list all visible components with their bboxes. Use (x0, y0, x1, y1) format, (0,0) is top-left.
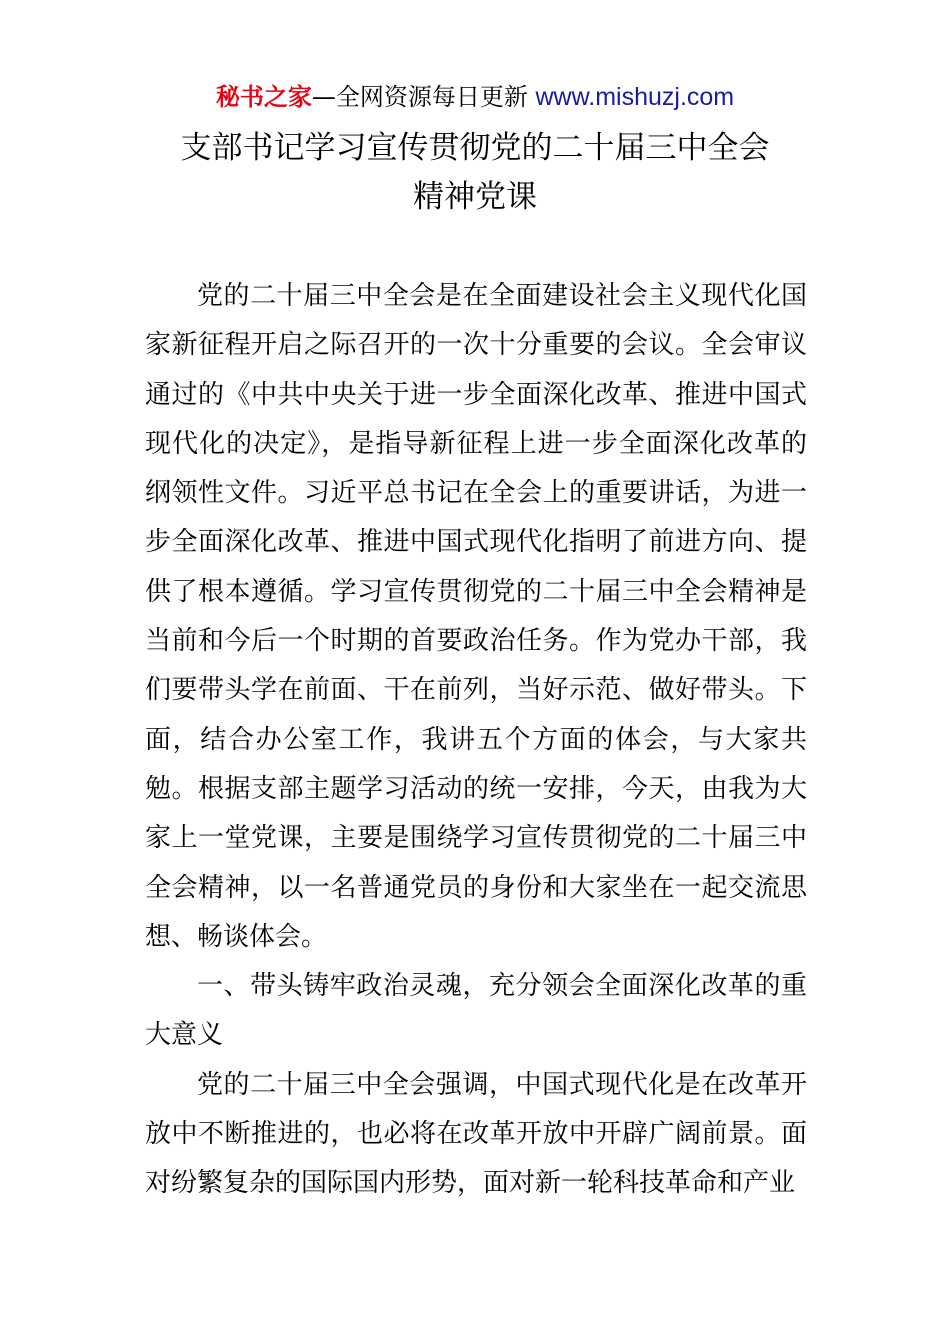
document-body (145, 272, 807, 1209)
header-tagline: —全网资源每日更新 (311, 83, 536, 111)
brand-name: 秘书之家 (215, 83, 312, 111)
document-title-line-2: 精神党课 (413, 179, 537, 215)
intro-paragraph: 党的二十届三中全会是在全面建设社会主义现代化国家新征程开启之际召开的一次十分重要的会议。全会审议通过的《中共中央关于进一步全面深化改革、推进中国式现代化的决定》，是指导新征程上进一步全面深化改革的纲领性文件。习近平总书记在全会上的重要讲话，为进一步全面深化改革、推进中国式现代化指明了前进方向、提供了根本遵循。学习宣传贯彻党的二十届三中全会精神是当前和今后一个时期的首要政治任务。作为党办干部，我们要带头学在前面、干在前列，当好示范、做好带头。下面，结合办公室工作，我讲五个方面的体会，与大家共勉。根据支部主题学习活动的统一安排，今天，由我为大家上一堂党课，主要是围绕学习宣传贯彻党的二十届三中全会精神，以一名普通党员的身份和大家坐在一起交流思想、畅谈体会。 (145, 281, 807, 952)
site-header (0, 80, 950, 114)
document-title-line-1: 支部书记学习宣传贯彻党的二十届三中全会 (180, 130, 770, 166)
section-1-paragraph: 党的二十届三中全会强调，中国式现代化是在改革开放中不断推进的，也必将在改革开放中开辟广阔前景。面对纷繁复杂的国际国内形势，面对新一轮科技革命和产业 (145, 1069, 807, 1199)
section-heading-1: 一、带头铸牢政治灵魂，充分领会全面深化改革的重大意义 (145, 971, 807, 1051)
site-url[interactable]: www.mishuzj.com (535, 83, 735, 111)
